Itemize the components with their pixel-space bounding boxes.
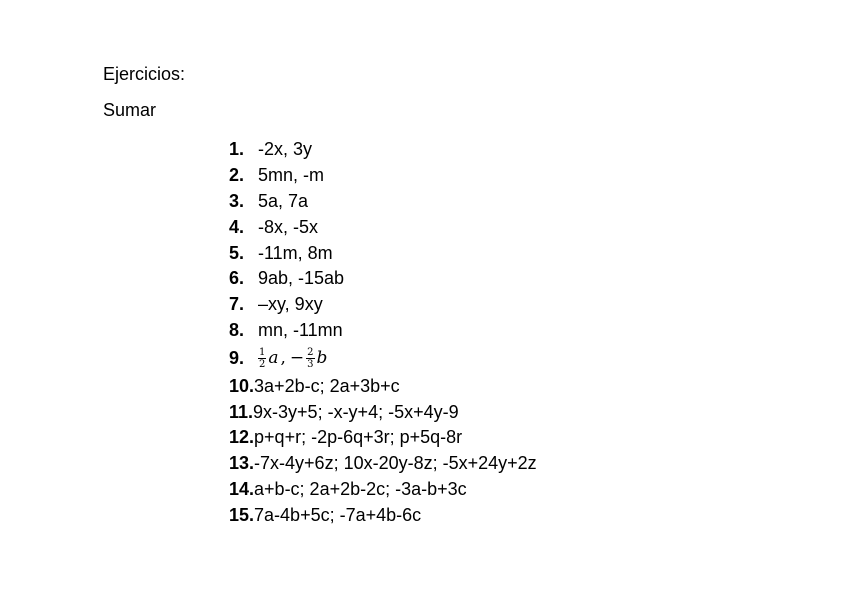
exercise-number: 13. xyxy=(229,453,255,474)
exercise-text: –xy, 9xy xyxy=(258,294,323,315)
fraction-denominator: 3 xyxy=(307,358,314,370)
fraction-expression xyxy=(258,347,327,370)
exercise-item-14 xyxy=(229,477,537,503)
exercise-item-7 xyxy=(229,292,537,318)
variable-b: b xyxy=(316,348,328,369)
exercise-number: 6. xyxy=(229,268,245,289)
exercise-item-10 xyxy=(229,373,537,399)
exercise-item-5 xyxy=(229,240,537,266)
exercise-item-4 xyxy=(229,214,537,240)
exercise-number: 10. xyxy=(229,375,255,396)
exercise-text: -11m, 8m xyxy=(258,242,333,263)
exercise-text: -2x, 3y xyxy=(258,139,313,160)
exercise-number: 7. xyxy=(229,294,245,315)
minus-sign: − xyxy=(289,348,305,369)
exercise-text: 5a, 7a xyxy=(258,190,309,211)
exercise-number: 12. xyxy=(229,427,255,448)
exercise-text: -8x, -5x xyxy=(258,216,319,237)
fraction-denominator: 2 xyxy=(259,358,266,370)
variable-a: a xyxy=(268,348,279,369)
exercise-number: 11. xyxy=(229,401,254,422)
exercise-number: 1. xyxy=(229,139,245,160)
exercise-number: 8. xyxy=(229,319,245,340)
exercise-text: a+b-c; 2a+2b-2c; -3a-b+3c xyxy=(254,478,467,499)
exercise-text: p+q+r; -2p-6q+3r; p+5q-8r xyxy=(254,427,463,448)
exercise-number: 2. xyxy=(229,165,245,186)
exercise-text: mn, -11mn xyxy=(258,319,343,340)
exercise-text: 9ab, -15ab xyxy=(258,268,345,289)
exercise-item-6 xyxy=(229,266,537,292)
exercise-number: 3. xyxy=(229,190,245,211)
fraction-two-thirds xyxy=(306,347,314,370)
exercise-text: -7x-4y+6z; 10x-20y-8z; -5x+24y+2z xyxy=(254,453,537,474)
fraction-numerator: 1 xyxy=(259,346,266,358)
section-subtitle: Sumar xyxy=(103,100,157,120)
exercise-number: 5. xyxy=(229,242,245,263)
exercise-item-8 xyxy=(229,318,537,344)
comma-separator: , xyxy=(280,348,286,369)
exercise-text: 5mn, -m xyxy=(258,165,325,186)
exercise-item-15 xyxy=(229,502,537,528)
fraction-one-half xyxy=(258,347,266,370)
exercise-number: 15. xyxy=(229,504,255,525)
exercise-number: 14. xyxy=(229,478,255,499)
exercise-text: 3a+2b-c; 2a+3b+c xyxy=(254,375,400,396)
exercise-number: 4. xyxy=(229,216,245,237)
exercise-text: 7a-4b+5c; -7a+4b-6c xyxy=(254,504,422,525)
exercise-number: 9. xyxy=(229,347,245,368)
exercise-list xyxy=(229,137,537,528)
exercise-item-13 xyxy=(229,451,537,477)
exercise-item-12 xyxy=(229,425,537,451)
exercise-item-9 xyxy=(229,343,537,373)
page-title: Ejercicios: xyxy=(103,64,186,84)
exercise-item-1 xyxy=(229,137,537,163)
exercise-text: 9x-3y+5; -x-y+4; -5x+4y-9 xyxy=(253,401,459,422)
exercise-item-11 xyxy=(229,399,537,425)
exercise-item-2 xyxy=(229,163,537,189)
exercise-item-3 xyxy=(229,189,537,215)
fraction-numerator: 2 xyxy=(307,346,314,358)
